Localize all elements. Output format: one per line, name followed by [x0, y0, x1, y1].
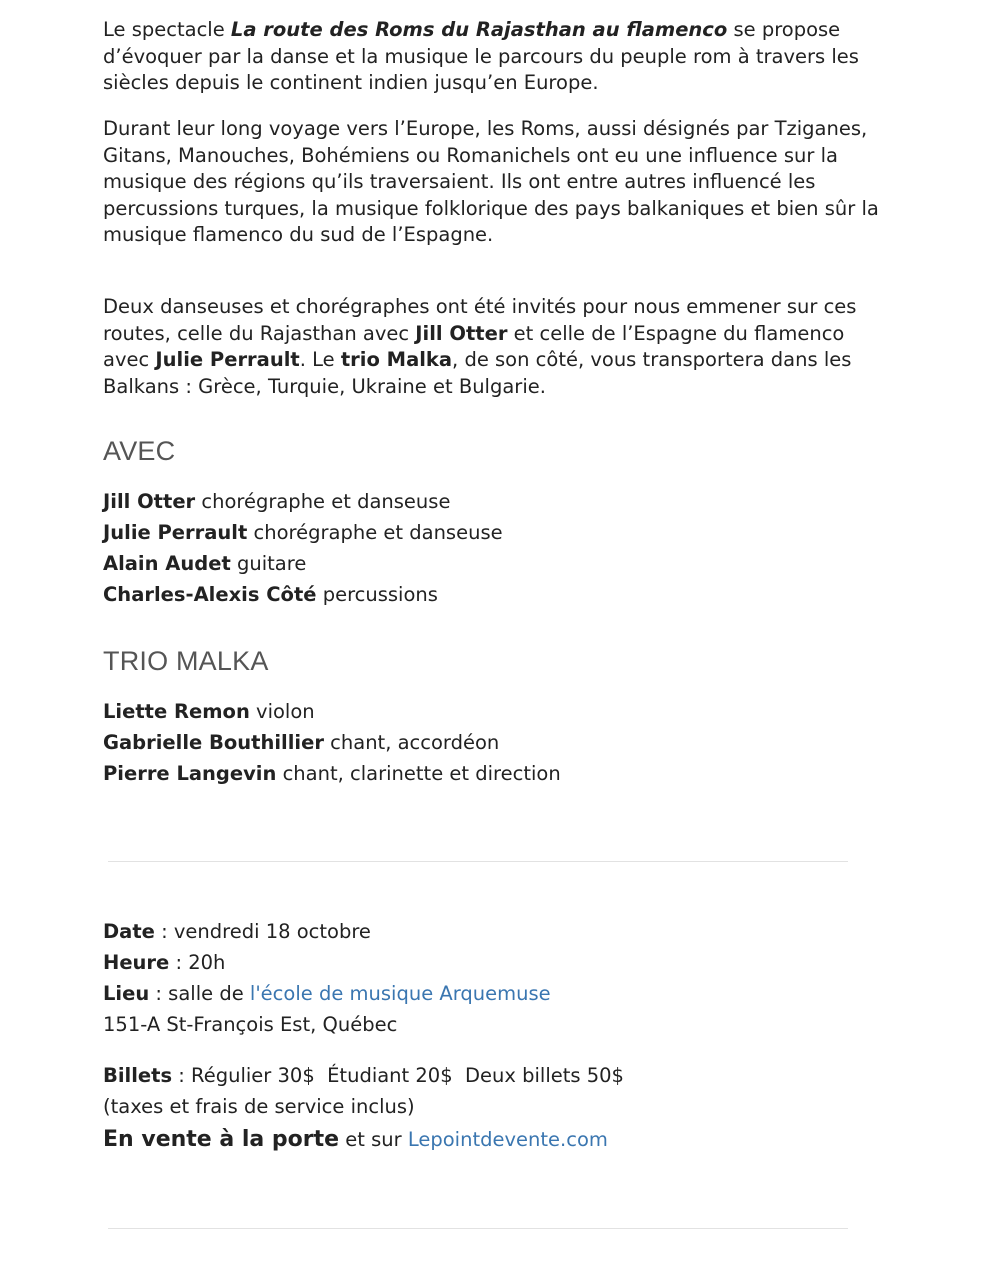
trio-member-list	[103, 696, 561, 789]
intro-text: se propose d’évoquer par la danse et la musique le parcours du peuple rom à travers les siècles depuis le continent indien jusqu’en Europe.	[103, 18, 859, 94]
venue-line	[103, 978, 551, 1009]
tickets-line	[103, 1060, 624, 1091]
sales-text: et sur	[339, 1128, 408, 1151]
avec-member-list	[103, 486, 503, 610]
date-label: Date	[103, 920, 155, 943]
list-item	[103, 727, 561, 758]
event-details	[103, 916, 551, 1040]
list-item	[103, 517, 503, 548]
list-item	[103, 486, 503, 517]
tickets-note: (taxes et frais de service inclus)	[103, 1095, 415, 1118]
address-line: 151-A St-François Est, Québec	[103, 1013, 398, 1036]
ticket-vendor-link[interactable]: Lepointdevente.com	[407, 1128, 608, 1151]
intro-paragraph-3	[103, 294, 893, 400]
member-role: chant, clarinette et direction	[276, 762, 561, 785]
divider	[108, 1228, 848, 1229]
intro-text: et celle de l’Espagne du flamenco avec	[103, 321, 845, 371]
intro-text: . Le	[299, 348, 341, 371]
ticket-details	[103, 1060, 624, 1158]
sales-line	[103, 1122, 624, 1158]
tickets-label: Billets	[103, 1064, 173, 1087]
section-heading-trio-malka: TRIO MALKA	[103, 646, 269, 676]
time-label: Heure	[103, 951, 170, 974]
member-name: Gabrielle Bouthillier	[103, 731, 324, 754]
member-name: Jill Otter	[103, 490, 196, 513]
member-name: Liette Remon	[103, 700, 250, 723]
member-role: chorégraphe et danseuse	[247, 521, 503, 544]
sales-at-door: En vente à la porte	[103, 1127, 340, 1152]
tickets-prices: : Régulier 30$ Étudiant 20$ Deux billets 50$	[172, 1064, 624, 1087]
member-name: Charles-Alexis Côté	[103, 583, 317, 606]
member-role: guitare	[230, 552, 307, 575]
show-title: La route des Roms du Rajasthan au flamenco	[230, 18, 728, 41]
list-item	[103, 758, 561, 789]
intro-text: , de son côté, vous transportera dans les Balkans : Grèce, Turquie, Ukraine et Bulgarie.	[103, 348, 852, 398]
member-role: violon	[249, 700, 315, 723]
intro-text: Deux danseuses et chorégraphes ont été invités pour nous emmener sur ces routes, celle du Rajasthan avec	[103, 295, 857, 345]
artist-name: trio Malka	[340, 348, 453, 371]
venue-label: Lieu	[103, 982, 150, 1005]
list-item	[103, 548, 503, 579]
member-name: Pierre Langevin	[103, 762, 277, 785]
member-name: Alain Audet	[103, 552, 231, 575]
intro-paragraph-1	[103, 17, 883, 97]
date-value: : vendredi 18 octobre	[154, 920, 371, 943]
date-line	[103, 916, 551, 947]
divider	[108, 861, 848, 862]
artist-name: Jill Otter	[415, 321, 508, 345]
member-name: Julie Perrault	[103, 521, 248, 544]
time-value: : 20h	[169, 951, 226, 974]
list-item	[103, 696, 561, 727]
section-heading-avec: AVEC	[103, 436, 176, 466]
artist-name: Julie Perrault	[155, 348, 300, 371]
member-role: chorégraphe et danseuse	[195, 490, 451, 513]
intro-text: Le spectacle	[103, 18, 231, 41]
venue-link[interactable]: l'école de musique Arquemuse	[249, 982, 551, 1005]
list-item	[103, 579, 503, 610]
time-line	[103, 947, 551, 978]
member-role: chant, accordéon	[323, 731, 500, 754]
intro-paragraph-2: Durant leur long voyage vers l’Europe, les Roms, aussi désignés par Tziganes, Gitans, Manouches, Bohémiens ou Romanichels ont eu une influence sur la musique des régions qu’ils traversaient. Ils ont entre autres influencé les percussions turques, la musique folklorique des pays balkaniques et bien sûr la musique flamenco du sud de l’Espagne.	[103, 117, 879, 246]
member-role: percussions	[316, 583, 438, 606]
venue-text: : salle de	[149, 982, 250, 1005]
